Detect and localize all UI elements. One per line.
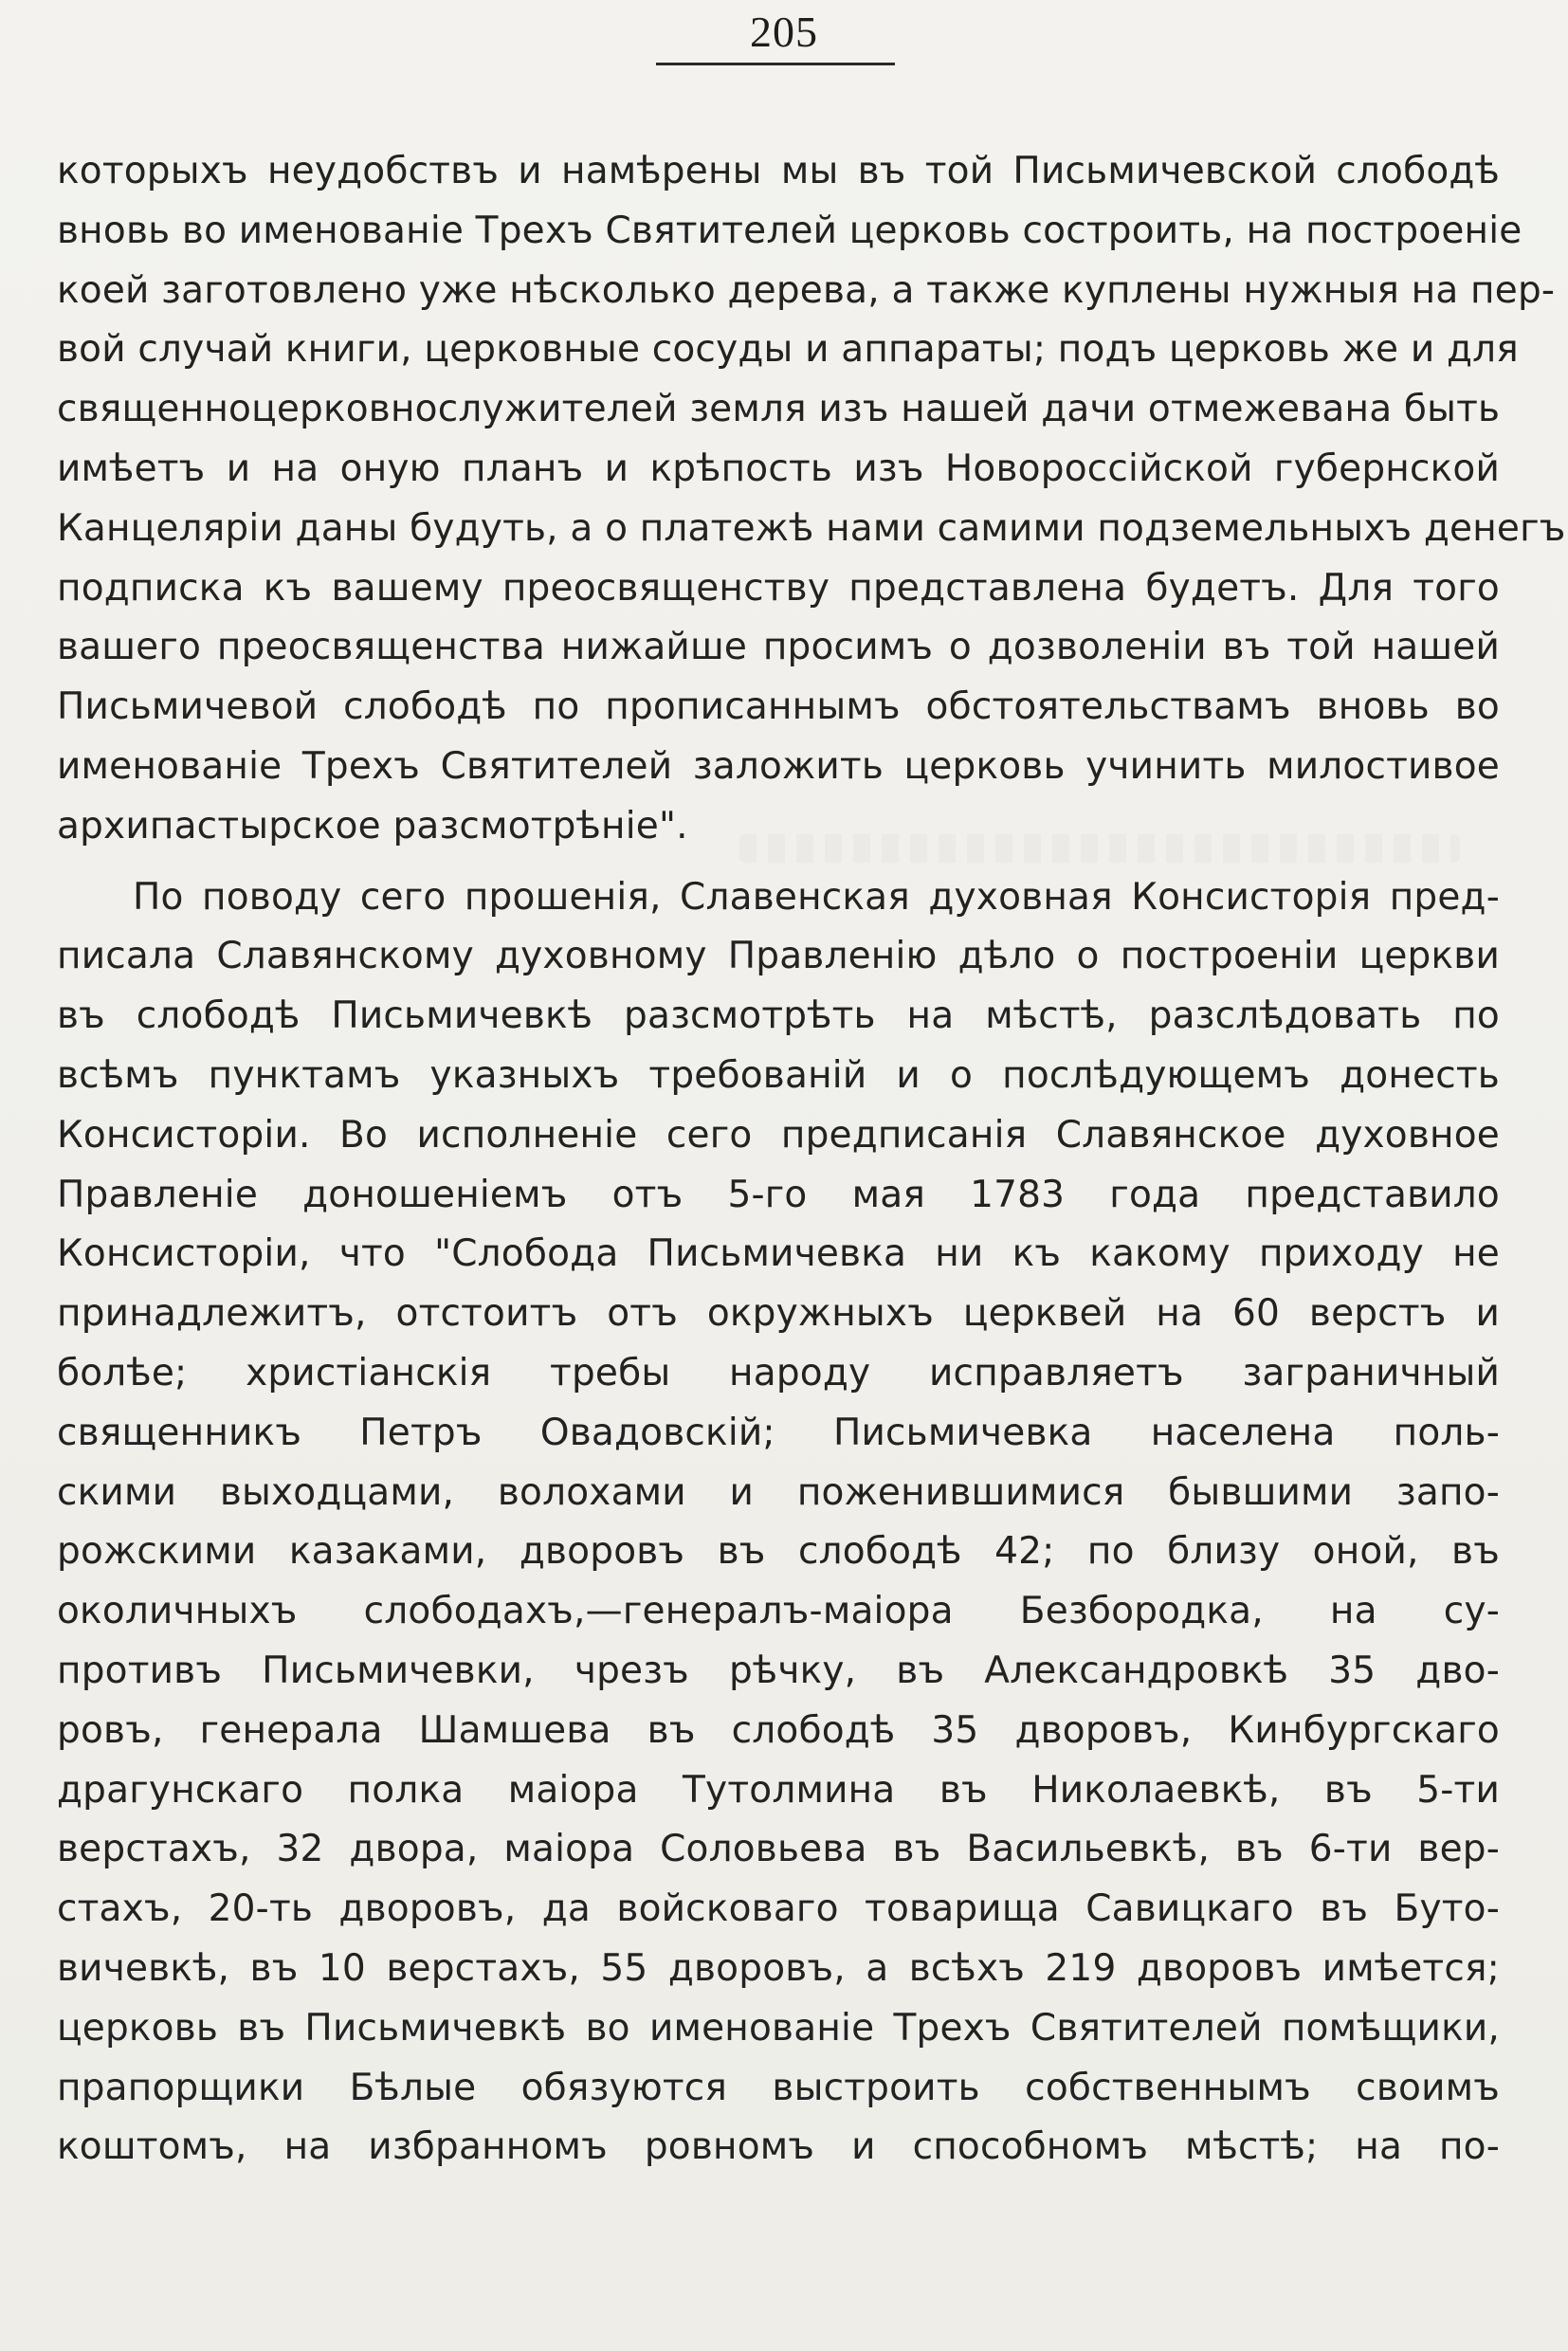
text-line: въ слободѣ Письмичевкѣ разсмотрѣть на мѣстѣ, разслѣдовать по [57, 994, 1500, 1038]
text-line: вой случай книги, церковные сосуды и аппараты; подъ церковь же и для [57, 328, 1519, 372]
text-line: принадлежитъ, отстоитъ отъ окружныхъ церквей на 60 верстъ и [57, 1292, 1500, 1336]
page-number-rule [656, 63, 895, 65]
text-line: подписка къ вашему преосвященству представлена будетъ. Для того [57, 566, 1500, 610]
text-line: верстахъ, 32 двора, маіора Соловьева въ Васильевкѣ, въ 6-ти вер- [57, 1828, 1500, 1871]
text-line: всѣмъ пунктамъ указныхъ требованій и о послѣдующемъ донесть [57, 1053, 1500, 1097]
text-line: болѣе; христіанскія требы народу исправляетъ заграничный [57, 1351, 1500, 1394]
text-line: драгунскаго полка маіора Тутолмина въ Николаевкѣ, въ 5-ти [57, 1768, 1500, 1812]
text-line: рожскими казаками, дворовъ въ слободѣ 42; по близу оной, въ [57, 1530, 1500, 1574]
text-line: вновь во именованіе Трехъ Святителей церковь состроить, на построеніе [57, 209, 1522, 252]
text-line: прапорщики Бѣлые обязуются выстроить собственнымъ своимъ [57, 2066, 1500, 2109]
paragraph-gap [57, 857, 1500, 868]
paragraph-2 [57, 868, 1500, 2178]
text-line: скими выходцами, волохами и поженившимися бывшими запо- [57, 1470, 1500, 1514]
text-line: Письмичевой слободѣ по прописаннымъ обстоятельствамъ вновь во [57, 685, 1500, 729]
text-line: вичевкѣ, въ 10 верстахъ, 55 дворовъ, а всѣхъ 219 дворовъ имѣется; [57, 1946, 1500, 1990]
body-text [57, 142, 1566, 2178]
text-line: архипастырское разсмотрѣніе". [57, 804, 688, 847]
text-line: Канцеляріи даны будуть, а о платежѣ нами самими подземельныхъ денегъ [57, 506, 1566, 550]
text-line: противъ Письмичевки, чрезъ рѣчку, въ Александровкѣ 35 дво- [57, 1649, 1500, 1692]
text-line: которыхъ неудобствъ и намѣрены мы въ той Письмичевской слободѣ [57, 150, 1500, 192]
text-line: Правленіе доношеніемъ отъ 5-го мая 1783 года представило [57, 1173, 1500, 1216]
text-line: ровъ, генерала Шамшева въ слободѣ 35 дворовъ, Кинбургскаго [57, 1708, 1500, 1752]
text-line: коей заготовлено уже нѣсколько дерева, а также куплены нужныя на пер- [57, 268, 1556, 312]
text-line: стахъ, 20-ть дворовъ, да войсковаго товарища Савицкаго въ Буто- [57, 1887, 1500, 1931]
page-number: 205 [750, 8, 818, 56]
text-line: имѣетъ и на оную планъ и крѣпость изъ Новороссійской губернской [57, 447, 1500, 490]
text-line: церковь въ Письмичевкѣ во именованіе Трехъ Святителей помѣщики, [57, 2006, 1500, 2050]
text-line: Консисторіи. Во исполненіе сего предписанія Славянское духовное [57, 1113, 1500, 1157]
paragraph-1 [57, 142, 1566, 857]
text-line: вашего преосвященства нижайше просимъ о дозволеніи въ той нашей [57, 626, 1500, 669]
text-line: священникъ Петръ Овадовскій; Письмичевка населена поль- [57, 1411, 1500, 1454]
text-line: Консисторіи, что "Слобода Письмичевка ни къ какому приходу не [57, 1232, 1500, 1276]
text-line: писала Славянскому духовному Правленію дѣло о построеніи церкви [57, 935, 1500, 978]
text-line: именованіе Трехъ Святителей заложить церковь учинить милостивое [57, 744, 1500, 788]
text-line: По поводу сего прошенія, Славенская духовная Консисторія пред- [133, 875, 1500, 919]
text-line: коштомъ, на избранномъ ровномъ и способномъ мѣстѣ; на по- [57, 2125, 1500, 2169]
text-line: околичныхъ слободахъ,—генералъ-маіора Безбородка, на су- [57, 1590, 1500, 1633]
text-line: священноцерковнослужителей земля изъ нашей дачи отмежевана быть [57, 388, 1501, 431]
